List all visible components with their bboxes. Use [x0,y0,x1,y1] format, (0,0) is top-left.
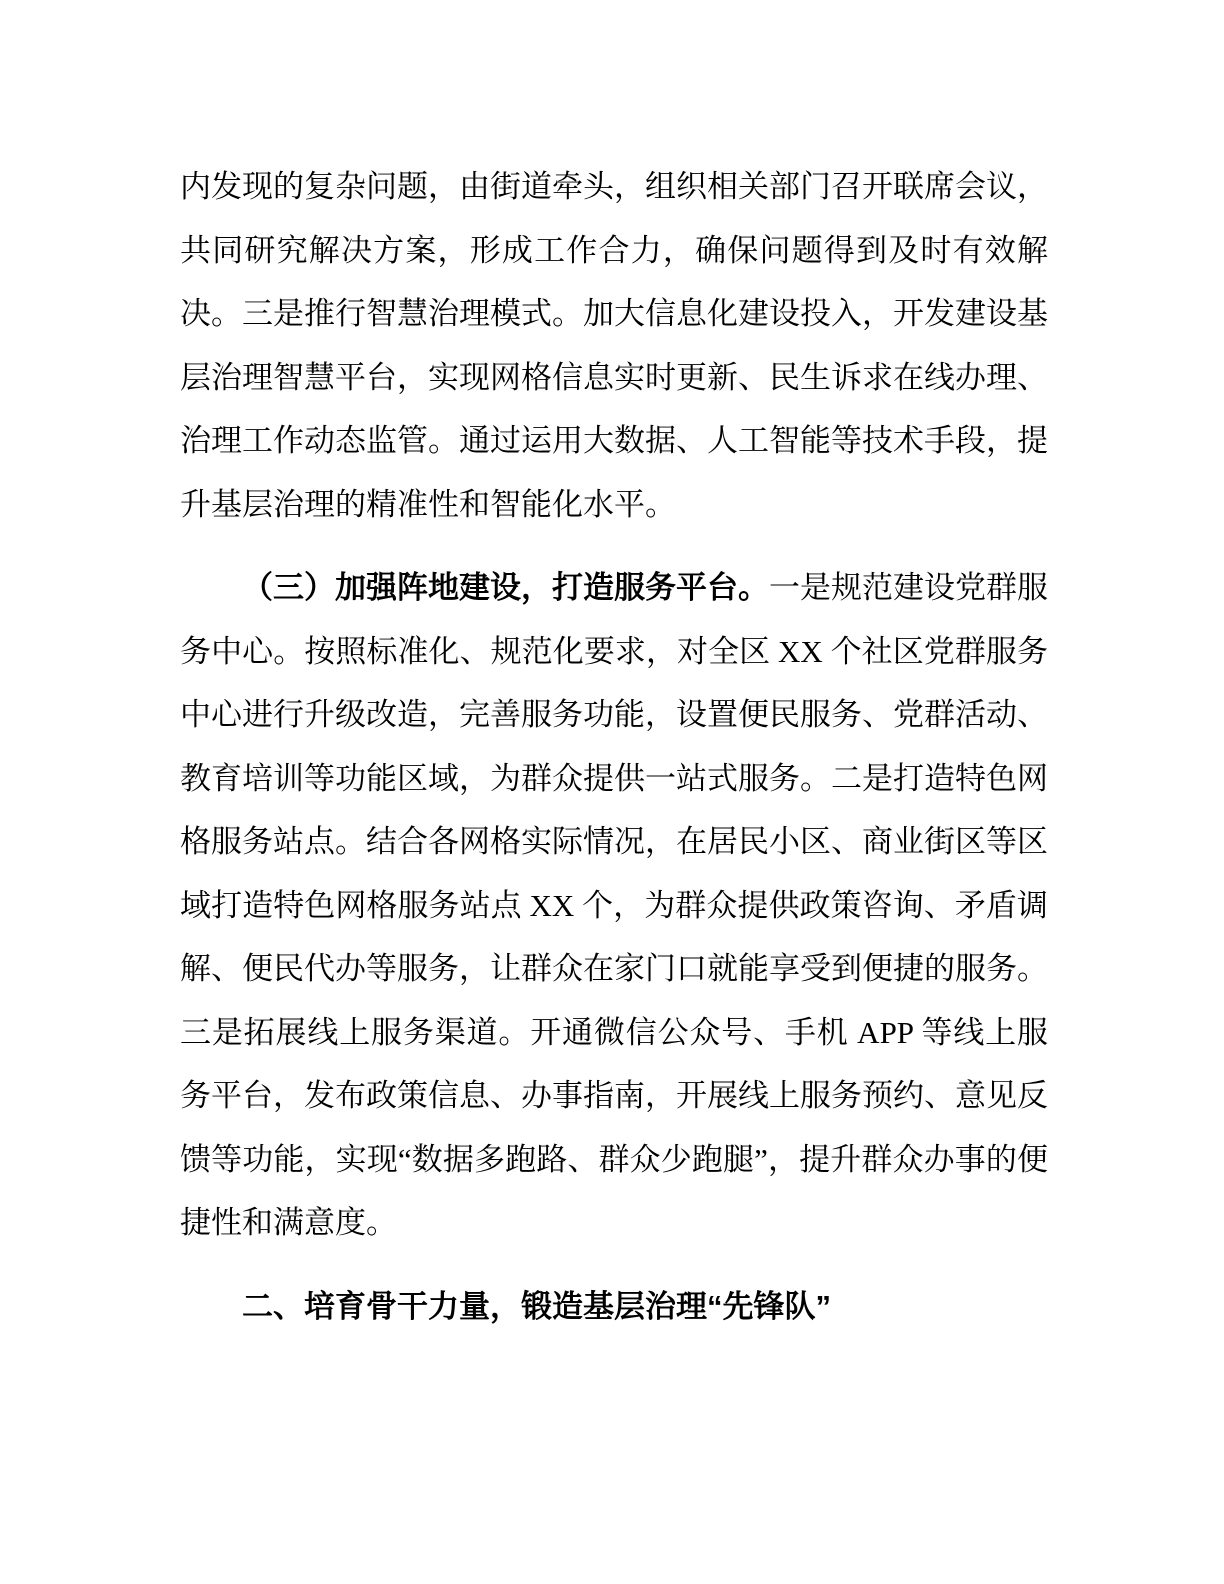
text-run: 一是规范建设党群服务中心。按照标准化、规范化要求，对全区 XX 个社区党群服务中心进行升级改造，完善服务功能，设置便民服务、党群活动、教育培训等功能区域，为群众提供一站式服务。二是打造特色网格服务站点。结合各网格实际情况，在居民小区、商业街区等区域打造特色网格服务站点 XX 个，为群众提供政策咨询、矛盾调解、便民代办等服务，让群众在家门口就能享受到便捷的服务。三是拓展线上服务渠道。开通微信公众号、手机 APP 等线上服务平台，发布政策信息、办事指南，开展线上服务预约、意见反馈等功能，实现“数据多跑路、群众少跑腿”，提升群众办事的便捷性和满意度。 [180,570,1048,1240]
heading-section-two [180,1275,1048,1339]
document-body [180,155,1048,1338]
paragraph-section-three [180,556,1048,1255]
paragraph-continuation [180,155,1048,536]
text-run: 内发现的复杂问题，由街道牵头，组织相关部门召开联席会议，共同研究解决方案，形成工作合力，确保问题得到及时有效解决。三是推行智慧治理模式。加大信息化建设投入，开发建设基层治理智慧平台，实现网格信息实时更新、民生诉求在线办理、治理工作动态监管。通过运用大数据、人工智能等技术手段，提升基层治理的精准性和智能化水平。 [180,169,1048,522]
bold-text-run: （三）加强阵地建设，打造服务平台。 [242,570,769,605]
bold-text-run: 二、培育骨干力量，锻造基层治理“先锋队” [242,1288,831,1324]
